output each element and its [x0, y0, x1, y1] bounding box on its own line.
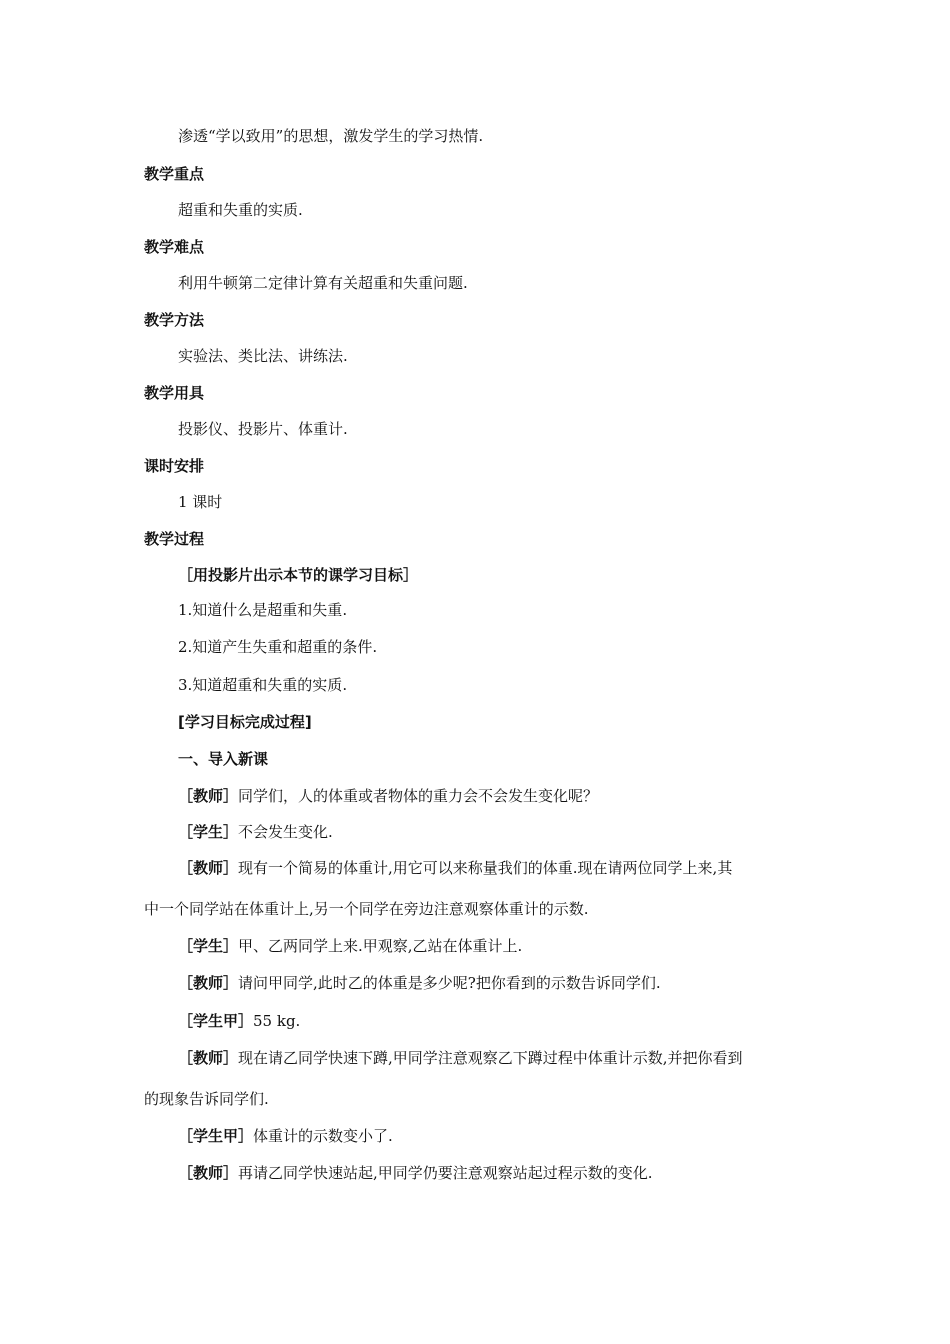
section-heading: 教学重点 [144, 165, 205, 183]
dialogue-line: ［教师］请问甲同学,此时乙的体重是多少呢?把你看到的示数告诉同学们. [178, 974, 661, 992]
speaker-tag: ［教师］ [178, 1164, 239, 1182]
section-heading: 教学用具 [144, 384, 205, 402]
dialogue-line: ［学生甲］体重计的示数变小了. [178, 1127, 393, 1145]
speaker-tag: ［教师］ [178, 1049, 239, 1067]
speaker-tag: ［学生甲］ [178, 1127, 254, 1145]
dialogue-continuation: 中一个同学站在体重计上,另一个同学在旁边注意观察体重计的示数. [144, 900, 589, 918]
paragraph: 利用牛顿第二定律计算有关超重和失重问题. [178, 274, 468, 292]
list-item: 1.知道什么是超重和失重. [178, 601, 348, 619]
paragraph: 超重和失重的实质. [178, 201, 303, 219]
section-heading: 教学方法 [144, 311, 205, 329]
paragraph: 1 课时 [178, 493, 223, 511]
dialogue-line: ［教师］现在请乙同学快速下蹲,甲同学注意观察乙下蹲过程中体重计示数,并把你看到 [178, 1049, 743, 1067]
dialogue-line: ［教师］再请乙同学快速站起,甲同学仍要注意观察站起过程示数的变化. [178, 1164, 653, 1182]
speaker-tag: ［教师］ [178, 787, 239, 805]
section-heading: 教学难点 [144, 238, 205, 256]
speaker-tag: ［学生］ [178, 937, 239, 955]
section-heading: 课时安排 [144, 457, 205, 475]
speaker-tag: ［教师］ [178, 974, 239, 992]
speaker-tag: ［教师］ [178, 859, 239, 877]
speaker-tag: ［学生甲］ [178, 1012, 254, 1030]
subheading: [学习目标完成过程] [178, 713, 312, 731]
dialogue-continuation: 的现象告诉同学们. [144, 1090, 269, 1108]
dialogue-line: ［学生］甲、乙两同学上来.甲观察,乙站在体重计上. [178, 937, 523, 955]
paragraph: 实验法、类比法、讲练法. [178, 347, 348, 365]
dialogue-line: ［学生］不会发生变化. [178, 823, 333, 841]
list-item: 2.知道产生失重和超重的条件. [178, 638, 378, 656]
dialogue-line: ［学生甲］55 kg. [178, 1012, 301, 1030]
subheading: ［用投影片出示本节的课学习目标］ [178, 566, 419, 584]
speaker-tag: ［学生］ [178, 823, 239, 841]
dialogue-line: ［教师］同学们，人的体重或者物体的重力会不会发生变化呢？ [178, 787, 599, 805]
paragraph: 投影仪、投影片、体重计. [178, 420, 348, 438]
section-heading: 教学过程 [144, 530, 205, 548]
list-item: 3.知道超重和失重的实质. [178, 676, 348, 694]
paragraph: 渗透“学以致用”的思想，激发学生的学习热情. [178, 127, 484, 145]
subheading: 一、导入新课 [178, 750, 269, 768]
dialogue-line: ［教师］现有一个简易的体重计,用它可以来称量我们的体重.现在请两位同学上来,其 [178, 859, 733, 877]
